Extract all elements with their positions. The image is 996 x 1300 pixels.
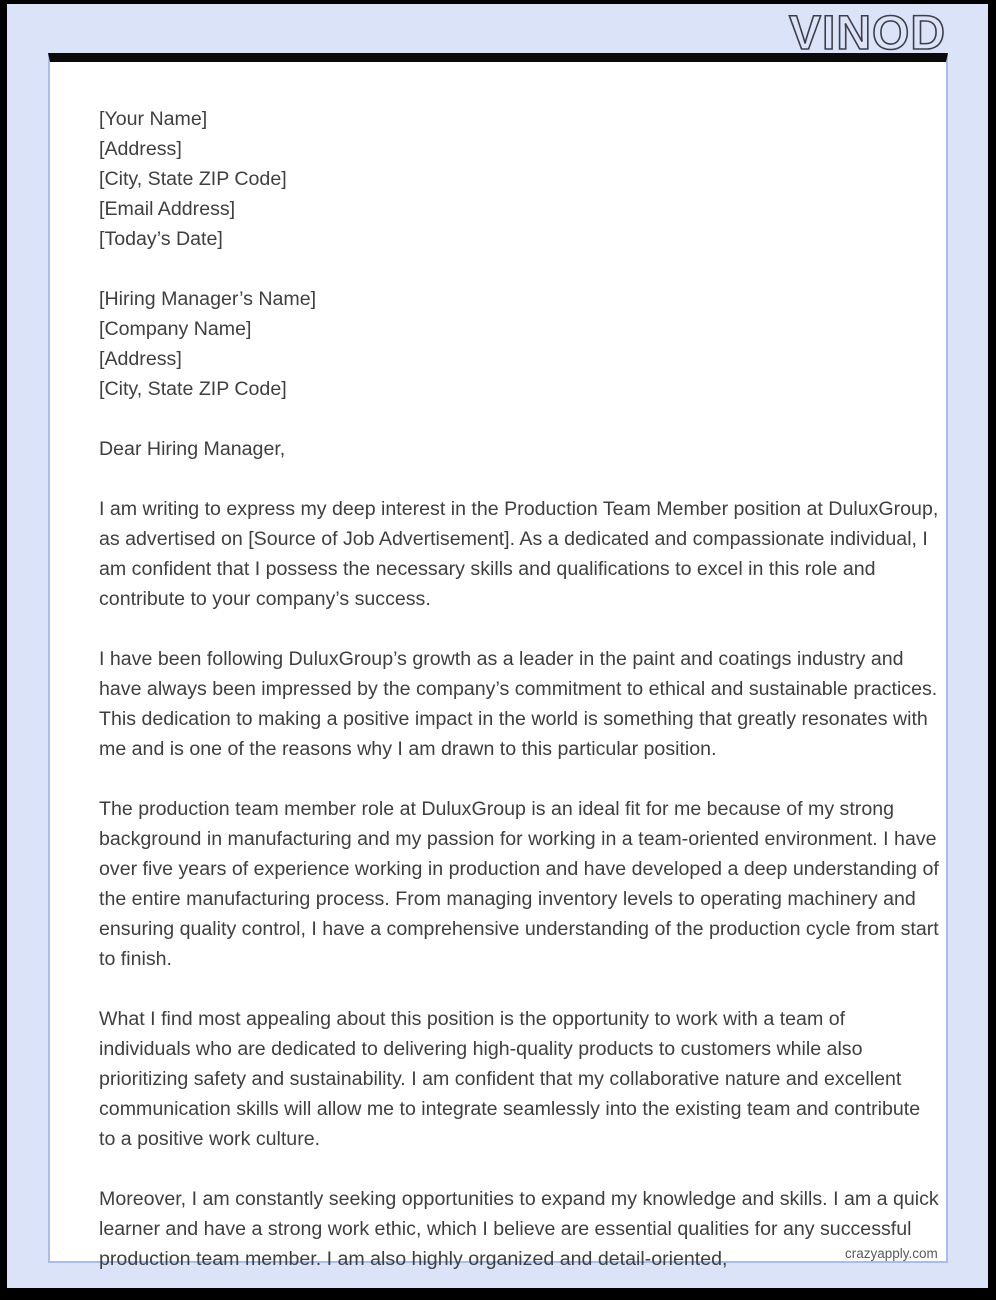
- sender-date-line: [Today’s Date]: [99, 228, 223, 250]
- sender-city-line: [City, State ZIP Code]: [99, 168, 287, 190]
- recipient-city-line: [City, State ZIP Code]: [99, 378, 287, 400]
- frame-border-top: [0, 0, 996, 4]
- letter-page: [48, 53, 948, 1270]
- letter-paragraph-company-interest: I have been following DuluxGroup’s growth as a leader in the paint and coatings industry and have always been impressed by the company’s commitment to ethical and sustainable practices. This dedication to making a positive impact in the world is something that greatly resonates with me and is one of the reasons why I am drawn to this particular position.: [99, 648, 938, 760]
- brand-logo: VINOD: [788, 7, 946, 60]
- watermark: crazyapply.com: [845, 1246, 938, 1261]
- recipient-name-line: [Hiring Manager’s Name]: [99, 288, 317, 310]
- frame-border-left: [0, 0, 7, 1300]
- letter-paragraph-appeal: What I find most appealing about this position is the opportunity to work with a team of individuals who are dedicated to delivering high-quality products to customers while also prioritizing safety and sustainability. I am confident that my collaborative nature and excellent communication skills will allow me to integrate seamlessly into the existing team and contribute to a positive work culture.: [99, 1008, 921, 1150]
- recipient-company-line: [Company Name]: [99, 318, 252, 340]
- sender-address-line: [Address]: [99, 138, 182, 160]
- recipient-address-line: [Address]: [99, 348, 182, 370]
- sender-name-line: [Your Name]: [99, 108, 208, 130]
- salutation: Dear Hiring Manager,: [99, 438, 286, 460]
- recipient-address-block: [99, 284, 940, 404]
- frame-border-right: [988, 0, 996, 1300]
- sender-address-block: [99, 104, 940, 254]
- sender-email-line: [Email Address]: [99, 198, 236, 220]
- frame-border-bottom: [0, 1288, 996, 1300]
- letter-paragraph-fit-experience: The production team member role at DuluxGroup is an ideal fit for me because of my strong background in manufacturing and my passion for working in a team-oriented environment. I have over five years of experience working in production and have developed a deep understanding of the entire manufacturing process. From managing inventory levels to operating machinery and ensuring quality control, I have a comprehensive understanding of the production cycle from start to finish.: [99, 798, 939, 970]
- letter-content: [50, 62, 946, 1274]
- letter-paragraph-intro: I am writing to express my deep interest in the Production Team Member position at DuluxGroup, as advertised on [Source of Job Advertisement]. As a dedicated and compassionate individual, I am confident that I possess the necessary skills and qualifications to excel in this role and contribute to your company’s success.: [99, 498, 939, 610]
- letter-paragraph-growth: Moreover, I am constantly seeking opportunities to expand my knowledge and skills. I am a quick learner and have a strong work ethic, which I believe are essential qualities for any successful production team member. I am also highly organized and detail-oriented,: [99, 1188, 939, 1270]
